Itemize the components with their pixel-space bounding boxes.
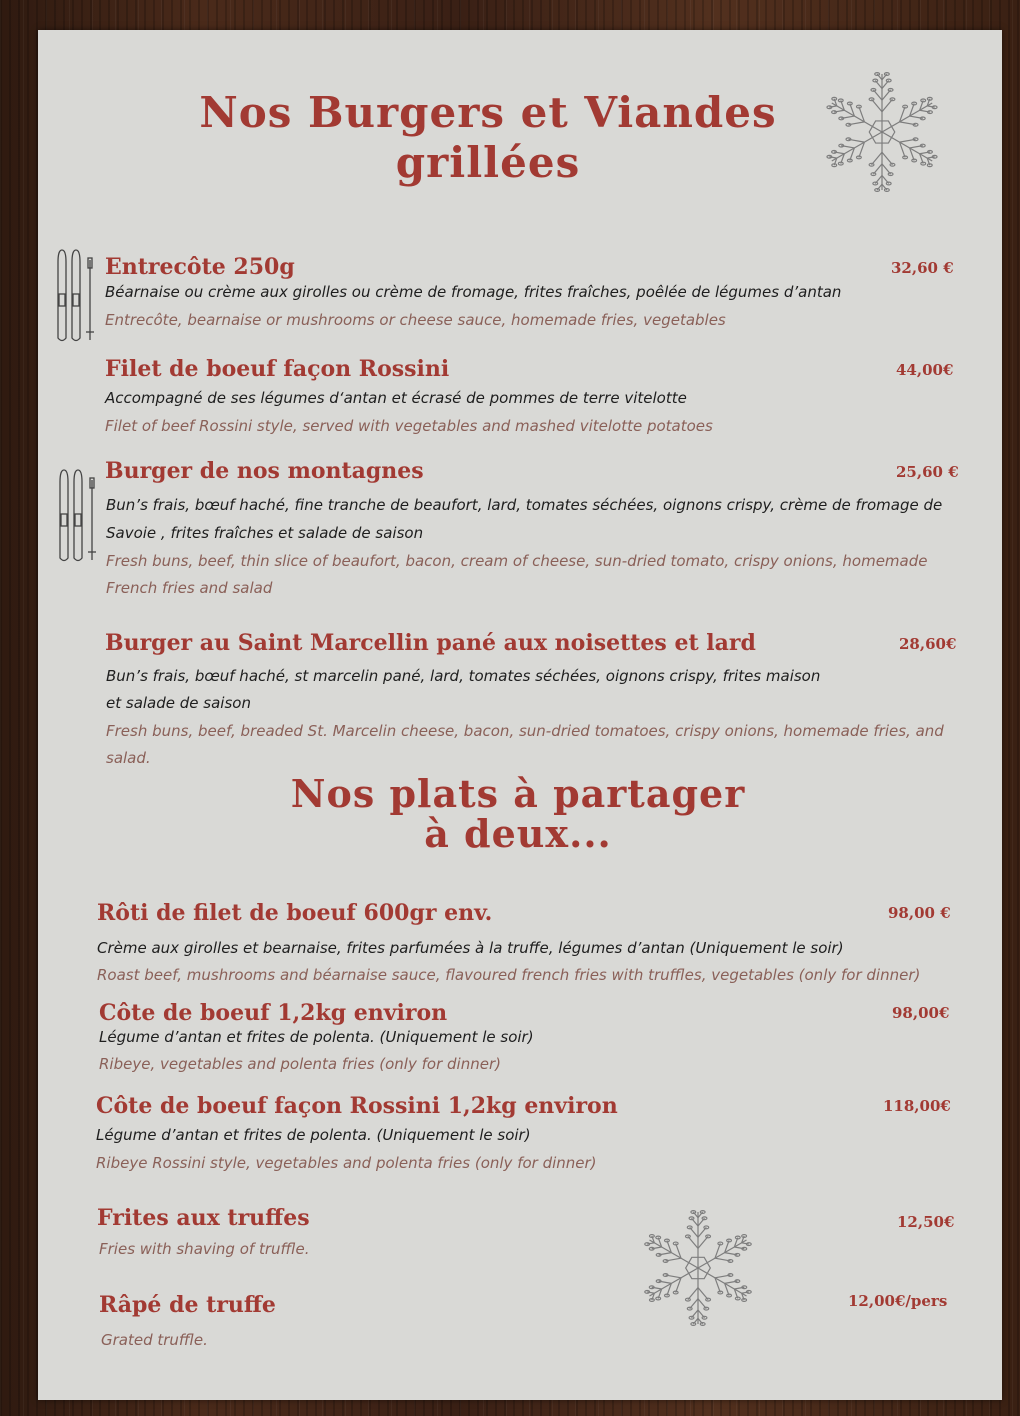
item-price: 12,50€: [897, 1213, 955, 1231]
item-description-fr: Accompagné de ses légumes d‘antan et écrasé de pommes de terre vitelotte: [105, 389, 687, 407]
item-name: Côte de boeuf façon Rossini 1,2kg environ: [96, 1093, 618, 1119]
item-price: 32,60 €: [891, 259, 954, 277]
section-title-sharing: [218, 771, 818, 856]
item-description-fr: et salade de saison: [106, 694, 251, 712]
item-description-en: Grated truffle.: [101, 1331, 208, 1349]
item-description-fr: Bun’s frais, bœuf haché, st marcelin pané, lard, tomates séchées, oignons crispy, frites maison: [106, 667, 821, 685]
item-description-en: Entrecôte, bearnaise or mushrooms or cheese sauce, homemade fries, vegetables: [105, 311, 726, 329]
item-name: Rôti de filet de boeuf 600gr env.: [97, 900, 493, 926]
item-description-en: Filet of beef Rossini style, served with vegetables and mashed vitelotte potatoes: [105, 417, 713, 435]
item-description-en: Fries with shaving of truffle.: [99, 1240, 310, 1258]
section-title-line1: Nos Burgers et Viandes: [199, 88, 777, 137]
item-description-fr: Crème aux girolles et bearnaise, frites parfumées à la truffe, légumes d’antan (Uniquement le soir): [97, 939, 844, 957]
item-price: 25,60 €: [896, 463, 959, 481]
snowflake-icon: [640, 1210, 756, 1326]
item-name: Filet de boeuf façon Rossini: [105, 356, 450, 382]
item-description-fr: Savoie , frites fraîches et salade de saison: [106, 524, 424, 542]
item-price: 12,00€/pers: [848, 1292, 948, 1310]
item-description-en: Fresh buns, beef, breaded St. Marcelin cheese, bacon, sun-dried tomatoes, crispy onions, homemade fries, and: [106, 722, 944, 740]
item-price: 44,00€: [896, 361, 954, 379]
skis-icon: [54, 468, 100, 564]
item-description-fr: Béarnaise ou crème aux girolles ou crème de fromage, frites fraîches, poêlée de légumes d’antan: [105, 283, 842, 301]
item-name: Frites aux truffes: [97, 1205, 310, 1231]
skis-icon: [52, 248, 98, 344]
item-description-fr: Légume d’antan et frites de polenta. (Uniquement le soir): [99, 1028, 534, 1046]
item-description-en: French fries and salad: [106, 579, 273, 597]
section-title-burgers: [158, 88, 818, 189]
section-title-line1: Nos plats à partager: [290, 771, 746, 816]
item-name: Burger au Saint Marcellin pané aux noisettes et lard: [105, 630, 756, 656]
item-name: Râpé de truffe: [99, 1292, 276, 1318]
section-title-line2: grillées: [395, 138, 581, 188]
item-description-en: Ribeye Rossini style, vegetables and polenta fries (only for dinner): [96, 1154, 597, 1172]
item-description-en: Ribeye, vegetables and polenta fries (only for dinner): [99, 1055, 501, 1073]
item-description-en: Roast beef, mushrooms and béarnaise sauce, flavoured french fries with truffles, vegetables (only for dinner): [97, 966, 921, 984]
item-price: 98,00€: [892, 1004, 950, 1022]
item-price: 118,00€: [883, 1097, 951, 1115]
section-title-line2: à deux...: [424, 810, 612, 856]
item-price: 28,60€: [899, 635, 957, 653]
item-description-fr: Bun’s frais, bœuf haché, fine tranche de beaufort, lard, tomates séchées, oignons crispy, crème de fromage de: [106, 496, 943, 514]
snowflake-icon: [822, 72, 942, 192]
item-name: Côte de boeuf 1,2kg environ: [99, 1000, 448, 1026]
item-description-fr: Légume d’antan et frites de polenta. (Uniquement le soir): [96, 1126, 531, 1144]
item-price: 98,00 €: [888, 904, 951, 922]
item-name: Entrecôte 250g: [105, 254, 295, 280]
menu-page: [38, 30, 1002, 1400]
item-description-en: salad.: [106, 749, 151, 767]
item-name: Burger de nos montagnes: [105, 458, 424, 484]
item-description-en: Fresh buns, beef, thin slice of beaufort, bacon, cream of cheese, sun-dried tomato, crispy onions, homemade: [106, 552, 928, 570]
